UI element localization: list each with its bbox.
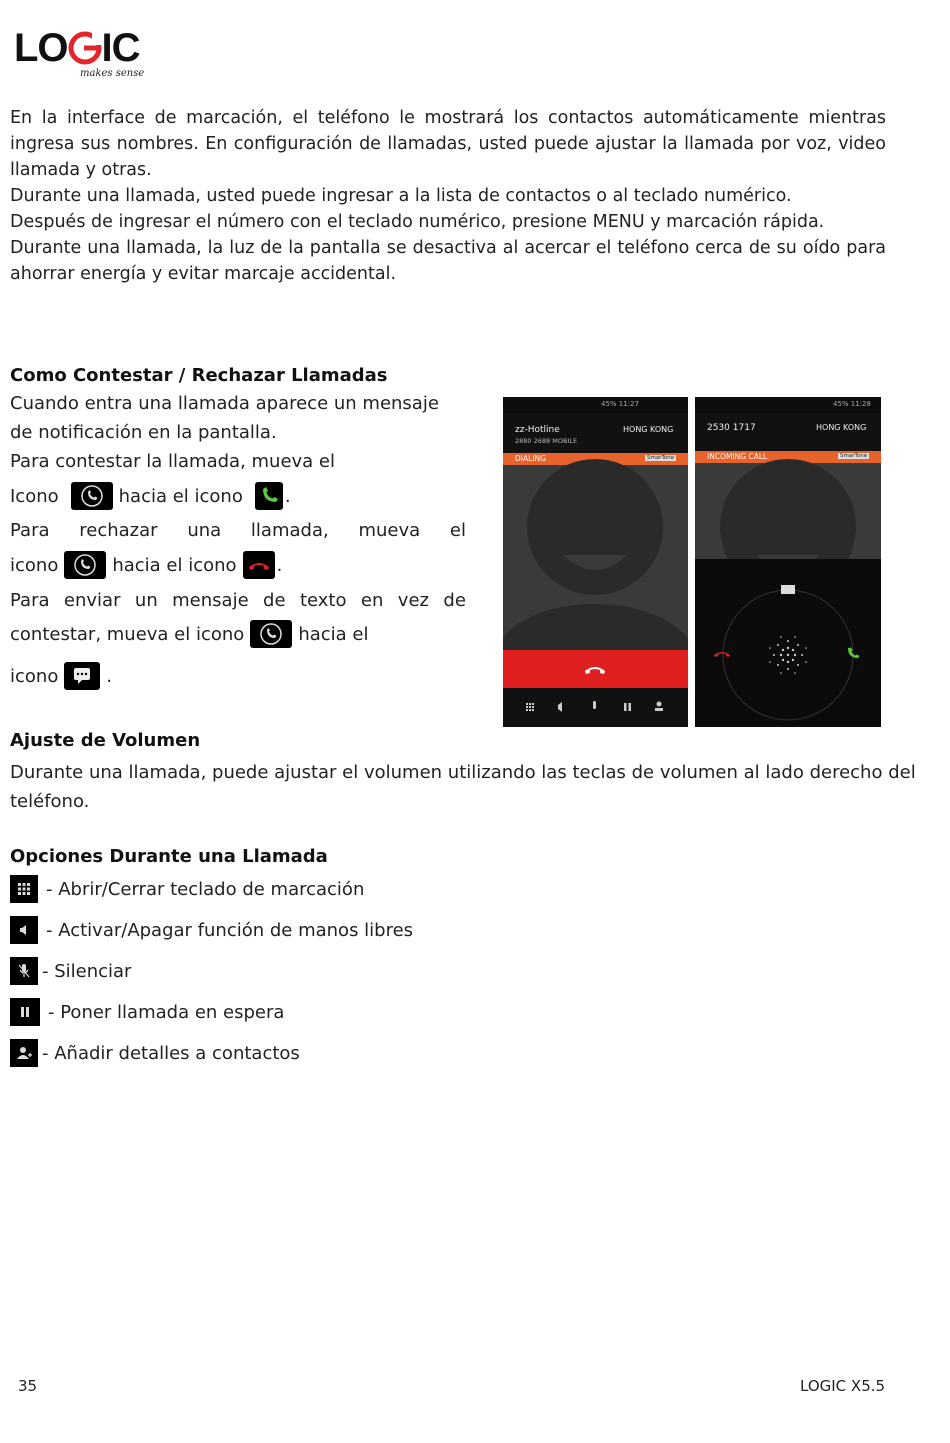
answer-line-1: Cuando entra una llamada aparece un mensaje <box>10 393 439 414</box>
call-handle-icon <box>250 620 292 648</box>
option-label: - Añadir detalles a contactos <box>42 1042 300 1064</box>
option-label: - Silenciar <box>42 960 132 982</box>
answer-line-8: contestar, mueva el icono hacia el <box>10 619 466 649</box>
dialing-status: 45% 11:27 <box>601 400 639 408</box>
incoming-status: 45% 11:28 <box>833 400 871 408</box>
page-number: 35 <box>18 1377 38 1395</box>
incoming-location: HONG KONG <box>816 423 867 432</box>
dialpad-icon <box>10 875 38 903</box>
call-handle-icon <box>64 551 106 579</box>
answer-line-4: Icono hacia el icono . <box>10 481 466 511</box>
answer-line-6: icono hacia el icono . <box>10 550 466 580</box>
answer-phone-icon <box>255 482 283 510</box>
dialing-carrier: SmarTone <box>647 455 675 461</box>
dialing-location: HONG KONG <box>623 425 674 434</box>
reject-phone-icon <box>243 551 275 579</box>
answer-line-2: de notificación en la pantalla. <box>10 422 277 443</box>
logo <box>14 28 144 84</box>
option-label: - Poner llamada en espera <box>48 1001 285 1023</box>
options-section-title: Opciones Durante una Llamada <box>10 846 328 867</box>
pause-icon <box>10 998 40 1026</box>
intro-paragraph-4: Durante una llamada, la luz de la pantalla se desactiva al acercar el teléfono cerca de su oído para ahorrar energía y evitar marcaje accidental. <box>10 238 886 284</box>
intro-paragraph-1: En la interface de marcación, el teléfono le mostrará los contactos automáticamente mientras ingresa sus nombres. En configuración de llamadas, usted puede ajustar la llamada por voz, video llamada y otras. <box>10 108 886 180</box>
logo-g-icon <box>68 31 102 65</box>
intro-text <box>10 105 886 287</box>
dialing-contact: zz-Hotline <box>515 425 560 435</box>
speaker-icon <box>10 916 38 944</box>
intro-paragraph-3: Después de ingresar el número con el teclado numérico, presione MENU y marcación rápida. <box>10 212 825 232</box>
answer-section-body <box>10 393 466 703</box>
dialing-number: 2880 2688 MOBILE <box>515 437 578 445</box>
option-dialpad <box>10 874 364 904</box>
incoming-state: INCOMING CALL <box>707 452 768 461</box>
call-handle-icon <box>71 482 113 510</box>
incoming-contact: 2530 1717 <box>707 423 756 433</box>
dialing-screenshot <box>503 397 688 727</box>
option-speaker <box>10 915 413 945</box>
incoming-screenshot <box>695 397 881 727</box>
incoming-screen-art <box>695 397 881 727</box>
option-add-contact <box>10 1038 300 1068</box>
answer-line-7: Para enviar un mensaje de texto en vez de <box>10 590 466 611</box>
answer-section-title: Como Contestar / Rechazar Llamadas <box>10 365 388 386</box>
mute-icon <box>10 957 38 985</box>
option-label: - Activar/Apagar función de manos libres <box>46 919 414 941</box>
volume-section-title: Ajuste de Volumen <box>10 730 201 751</box>
logo-wordmark: LO IC <box>14 26 140 70</box>
answer-line-9: icono . <box>10 661 466 691</box>
logo-tagline: makes sense <box>80 68 145 79</box>
answer-line-3: Para contestar la llamada, mueva el <box>10 451 336 472</box>
answer-line-5: Para rechazar una llamada, mueva el <box>10 520 466 541</box>
dialing-screen-art <box>503 397 688 727</box>
add-contact-icon <box>10 1039 38 1067</box>
option-hold <box>10 997 284 1027</box>
intro-paragraph-2: Durante una llamada, usted puede ingresar a la lista de contactos o al teclado numérico. <box>10 186 792 206</box>
option-mute <box>10 956 131 986</box>
message-icon <box>64 662 100 690</box>
dialing-state: DIALING <box>515 454 546 463</box>
volume-section-text: Durante una llamada, puede ajustar el volumen utilizando las teclas de volumen al lado derecho del teléfono. <box>10 762 916 812</box>
incoming-carrier: SmarTone <box>840 453 868 459</box>
option-label: - Abrir/Cerrar teclado de marcación <box>46 878 365 900</box>
footer-model: LOGIC X5.5 <box>800 1377 886 1395</box>
